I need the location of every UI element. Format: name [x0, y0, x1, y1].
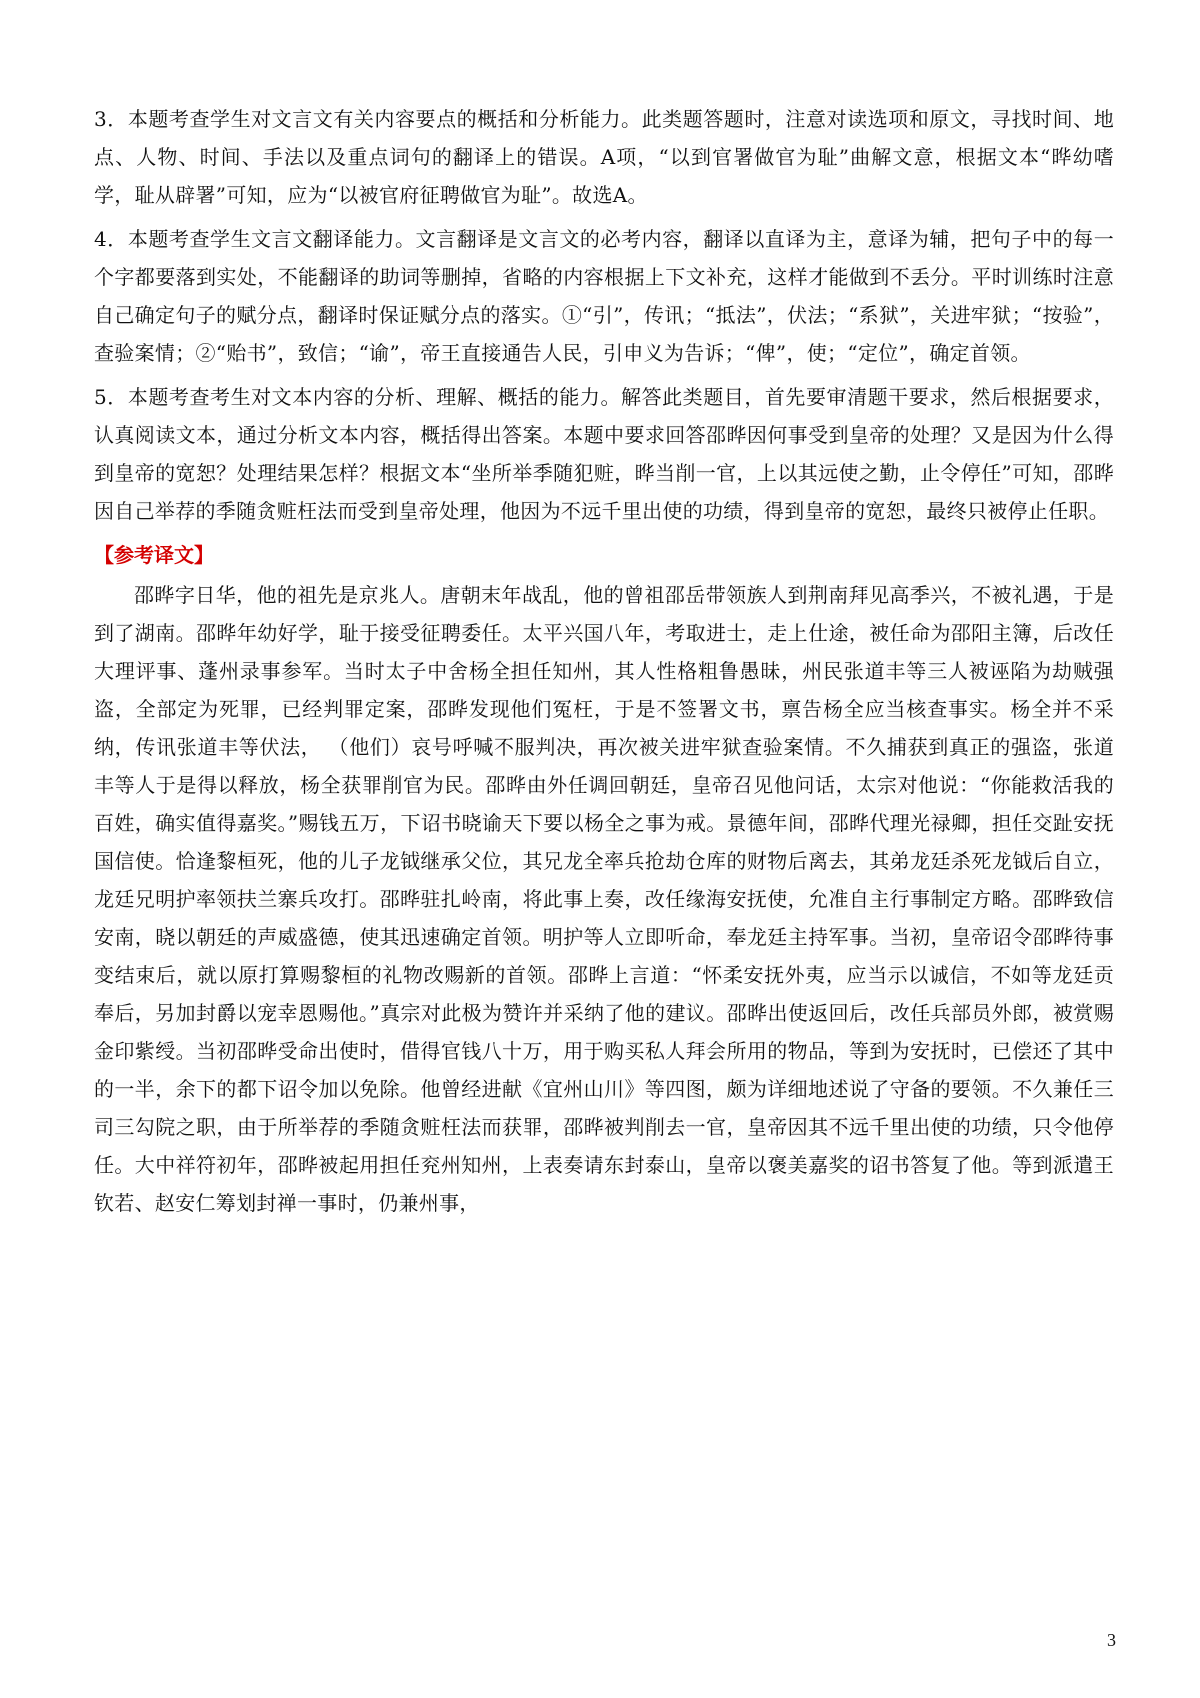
explanation-item-5: 5．本题考查考生对文本内容的分析、理解、概括的能力。解答此类题目，首先要审清题干要求，然后根据要求，认真阅读文本，通过分析文本内容，概括得出答案。本题中要求回答邵晔因何事受到皇帝的处理？又是因为什么得到皇帝的宽恕？处理结果怎样？根据文本“坐所举季随犯赃，晔当削一官，上以其远使之勤，止令停任”可知，邵晔因自己举荐的季随贪赃枉法而受到皇帝处理，他因为不远千里出使的功绩，得到皇帝的宽恕，最终只被停止任职。 [94, 385, 1114, 523]
document-page [94, 100, 1114, 1222]
explanation-item-4: 4．本题考查学生文言文翻译能力。文言翻译是文言文的必考内容，翻译以直译为主，意译为辅，把句子中的每一个字都要落到实处，不能翻译的助词等删掉，省略的内容根据上下文补充，这样才能做到不丢分。平时训练时注意自己确定句子的赋分点，翻译时保证赋分点的落实。①“引”，传讯；“抵法”，伏法；“系狱”，关进牢狱；“按验”，查验案情；②“贻书”，致信；“谕”，帝王直接通告人民，引申义为告诉；“俾”，使；“定位”，确定首领。 [94, 227, 1114, 365]
explanation-item-3: 3．本题考查学生对文言文有关内容要点的概括和分析能力。此类题答题时，注意对读选项和原文，寻找时间、地点、人物、时间、手法以及重点词句的翻译上的错误。A项，“以到官署做官为耻”曲解文意，根据文本“晔幼嗜学，耻从辟署”可知，应为“以被官府征聘做官为耻”。故选A。 [94, 107, 1114, 207]
page-number: 3 [1107, 1630, 1116, 1650]
translation-body: 邵晔字日华，他的祖先是京兆人。唐朝末年战乱，他的曾祖邵岳带领族人到荆南拜见高季兴，不被礼遇，于是到了湖南。邵晔年幼好学，耻于接受征聘委任。太平兴国八年，考取进士，走上仕途，被任命为邵阳主簿，后改任大理评事、蓬州录事参军。当时太子中舍杨全担任知州，其人性格粗鲁愚昧，州民张道丰等三人被诬陷为劫贼强盗，全部定为死罪，已经判罪定案，邵晔发现他们冤枉，于是不签署文书，禀告杨全应当核查事实。杨全并不采纳，传讯张道丰等伏法， （他们）哀号呼喊不服判决，再次被关进牢狱查验案情。不久捕获到真正的强盗，张道丰等人于是得以释放，杨全获罪削官为民。邵晔由外任调回朝廷，皇帝召见他问话，太宗对他说：“你能救活我的百姓，确实值得嘉奖。”赐钱五万，下诏书晓谕天下要以杨全之事为戒。景德年间，邵晔代理光禄卿，担任交趾安抚国信使。恰逢黎桓死，他的儿子龙钺继承父位，其兄龙全率兵抢劫仓库的财物后离去，其弟龙廷杀死龙钺后自立，龙廷兄明护率领扶兰寨兵攻打。邵晔驻扎岭南，将此事上奏，改任缘海安抚使，允准自主行事制定方略。邵晔致信安南，晓以朝廷的声威盛德，使其迅速确定首领。明护等人立即听命，奉龙廷主持军事。当初，皇帝诏令邵晔待事变结束后，就以原打算赐黎桓的礼物改赐新的首领。邵晔上言道：“怀柔安抚外夷，应当示以诚信，不如等龙廷贡奉后，另加封爵以宠幸恩赐他。”真宗对此极为赞许并采纳了他的建议。邵晔出使返回后，改任兵部员外郎，被赏赐金印紫绶。当初邵晔受命出使时，借得官钱八十万，用于购买私人拜会所用的物品，等到为安抚时，已偿还了其中的一半，余下的都下诏令加以免除。他曾经进献《宜州山川》等四图，颇为详细地述说了守备的要领。不久兼任三司三勾院之职，由于所举荐的季随贪赃枉法而获罪，邵晔被判削去一官，皇帝因其不远千里出使的功绩，只令他停任。大中祥符初年，邵晔被起用担任兖州知州，上表奏请东封泰山，皇帝以褒美嘉奖的诏书答复了他。等到派遣王钦若、赵安仁筹划封禅一事时，仍兼州事， [94, 583, 1114, 1215]
translation-heading: 【参考译文】 [94, 543, 214, 567]
